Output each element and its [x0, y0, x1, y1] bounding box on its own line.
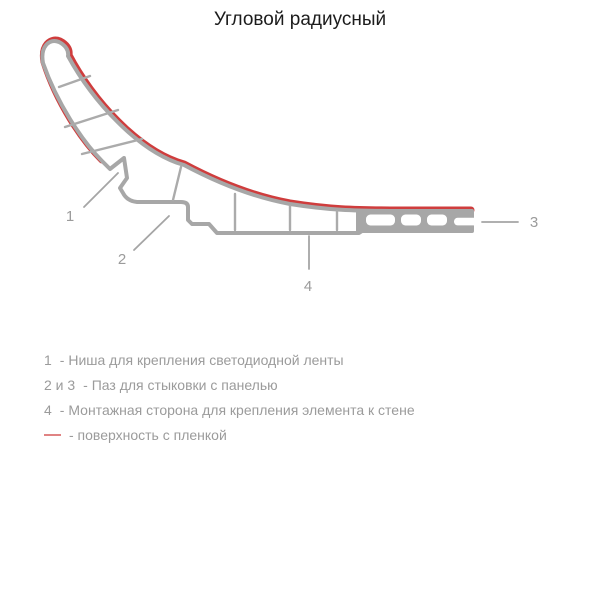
legend-marker-1: 1 — [44, 352, 52, 368]
legend-text-niche: - Ниша для крепления светодиодной ленты — [59, 352, 344, 368]
legend — [44, 350, 415, 450]
legend-marker-4: 4 — [44, 402, 52, 418]
legend-marker-2-3: 2 и 3 — [44, 377, 76, 393]
legend-item-film — [44, 425, 415, 445]
cell-hole — [366, 215, 395, 226]
legend-item-niche — [44, 350, 415, 370]
cell-hole — [427, 215, 447, 226]
callout-leader-1 — [84, 173, 118, 207]
cell-hole — [401, 215, 421, 226]
film-line-swatch — [44, 434, 61, 436]
slot-hole — [454, 218, 483, 226]
page-title: Угловой радиусный — [213, 9, 387, 30]
legend-text-mounting: - Монтажная сторона для крепления элемента к стене — [59, 402, 415, 418]
legend-text-film: - поверхность с пленкой — [69, 427, 227, 443]
callout-label-1: 1 — [65, 208, 75, 225]
legend-item-mounting — [44, 400, 415, 420]
legend-item-groove — [44, 375, 415, 395]
callout-leader-2 — [134, 216, 169, 250]
profile-outline — [42, 41, 472, 233]
callout-label-3: 3 — [529, 214, 539, 231]
callout-label-2: 2 — [117, 251, 127, 268]
legend-text-groove: - Паз для стыковки с панелью — [83, 377, 278, 393]
callout-label-4: 4 — [303, 278, 313, 295]
